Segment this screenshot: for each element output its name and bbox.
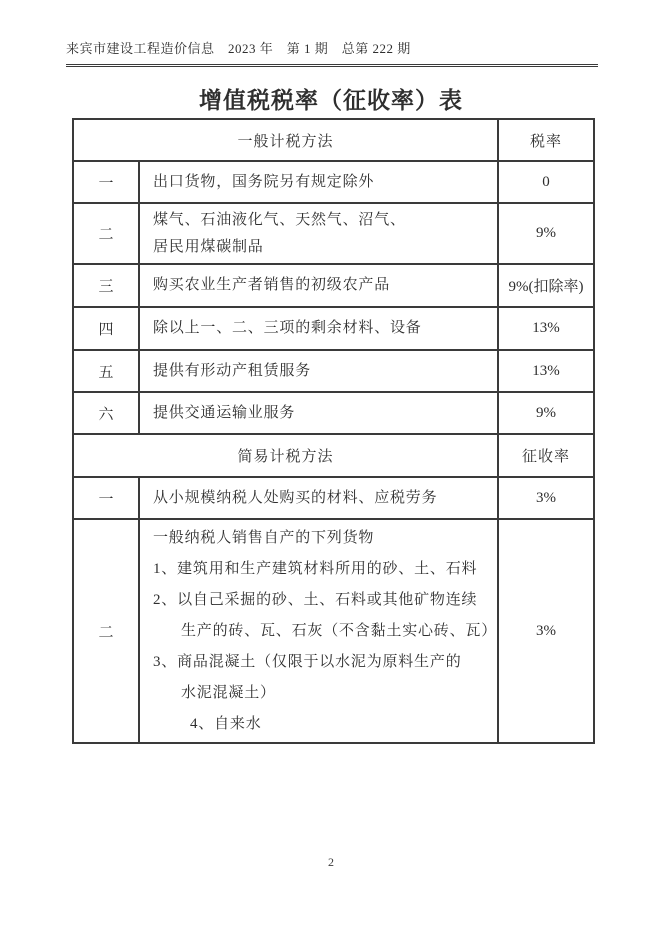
desc-line: 一般纳税人销售自产的下列货物 — [153, 529, 375, 546]
row-rate: 9% — [498, 203, 594, 264]
section-header-row — [73, 119, 594, 161]
row-desc — [139, 307, 498, 350]
table-row — [73, 477, 594, 519]
desc-line: 提供交通运输业服务 — [153, 404, 296, 421]
desc-line: 水泥混凝土） — [181, 684, 276, 701]
row-desc — [139, 264, 498, 307]
desc-line: 提供有形动产租赁服务 — [153, 362, 312, 379]
page-title: 增值税税率（征收率）表 — [199, 88, 463, 113]
table-row — [73, 392, 594, 434]
tax-rate-table — [72, 118, 595, 744]
table-row — [73, 307, 594, 350]
table-row — [73, 161, 594, 203]
row-rate: 3% — [498, 519, 594, 743]
table-row — [73, 203, 594, 264]
section-rate-label: 税率 — [498, 119, 594, 161]
row-desc — [139, 161, 498, 203]
page-header — [66, 38, 598, 67]
desc-line: 4、自来水 — [190, 715, 262, 732]
row-number: 三 — [73, 264, 139, 307]
row-number: 二 — [73, 203, 139, 264]
row-rate: 9% — [498, 392, 594, 434]
section-method-label: 简易计税方法 — [73, 434, 498, 477]
row-number: 四 — [73, 307, 139, 350]
row-rate: 9%(扣除率) — [498, 264, 594, 307]
row-rate: 3% — [498, 477, 594, 519]
desc-line: 煤气、石油液化气、天然气、沼气、 — [153, 211, 406, 228]
table-row — [73, 264, 594, 307]
page-number: 2 — [328, 855, 334, 869]
header-text: 来宾市建设工程造价信息 2023 年 第 1 期 总第 222 期 — [66, 41, 411, 56]
row-desc — [139, 392, 498, 434]
table-row — [73, 519, 594, 743]
section-rate-label: 征收率 — [498, 434, 594, 477]
desc-line: 居民用煤碳制品 — [153, 238, 264, 255]
row-number: 六 — [73, 392, 139, 434]
desc-line: 购买农业生产者销售的初级农产品 — [153, 277, 391, 293]
row-number: 二 — [73, 519, 139, 743]
desc-line: 生产的砖、瓦、石灰（不含黏土实心砖、瓦） — [181, 622, 498, 639]
desc-line: 出口货物，国务院另有规定除外 — [153, 173, 375, 190]
desc-line: 3、商品混凝土（仅限于以水泥为原料生产的 — [153, 653, 462, 670]
row-number: 五 — [73, 350, 139, 392]
row-rate: 13% — [498, 350, 594, 392]
row-number: 一 — [73, 161, 139, 203]
row-rate: 0 — [498, 161, 594, 203]
desc-line: 从小规模纳税人处购买的材料、应税劳务 — [153, 489, 438, 506]
row-desc — [139, 203, 498, 264]
row-desc — [139, 350, 498, 392]
row-number: 一 — [73, 477, 139, 519]
desc-line: 1、建筑用和生产建筑材料所用的砂、土、石料 — [153, 560, 478, 577]
table-row — [73, 350, 594, 392]
row-desc — [139, 519, 498, 743]
row-desc — [139, 477, 498, 519]
row-rate: 13% — [498, 307, 594, 350]
section-method-label: 一般计税方法 — [73, 119, 498, 161]
section-header-row — [73, 434, 594, 477]
desc-line: 2、以自己采掘的砂、土、石料或其他矿物连续 — [153, 591, 478, 608]
desc-line: 除以上一、二、三项的剩余材料、设备 — [153, 320, 422, 336]
